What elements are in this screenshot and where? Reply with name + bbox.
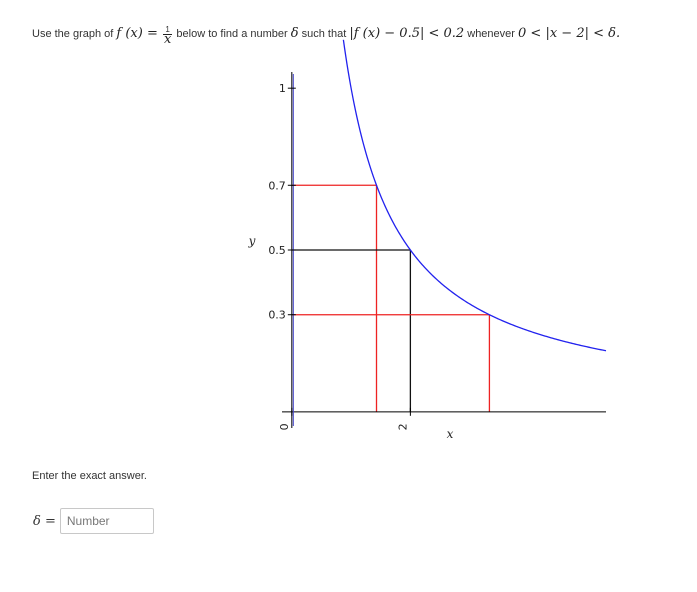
- fraction-denominator: x: [163, 31, 172, 47]
- x-tick-label-0: 0: [277, 423, 291, 431]
- x-tick-label-1: 2: [396, 423, 410, 431]
- question-part2: below to find a number: [176, 28, 288, 40]
- y-tick-label-0: 0.3: [268, 308, 286, 322]
- question-part3: such that: [301, 28, 347, 40]
- y-axis-label: y: [248, 234, 256, 248]
- delta-answer-input[interactable]: [60, 508, 154, 534]
- x-axis-label: x: [446, 427, 454, 441]
- curve-reciprocal: [343, 40, 606, 351]
- fraction-numerator: 1: [163, 25, 172, 35]
- y-tick-label-1: 0.5: [268, 244, 286, 257]
- answer-row: [33, 508, 154, 534]
- question-part4: whenever: [467, 28, 515, 40]
- y-tick-label-2: 0.7: [268, 179, 286, 193]
- function-label: f (x) =: [116, 26, 162, 41]
- instructions-text: Enter the exact answer.: [32, 470, 147, 482]
- delta-symbol: δ: [290, 26, 299, 41]
- delta-answer-label: δ =: [33, 513, 56, 529]
- delta-inequality: 0 < |x − 2| < δ.: [518, 26, 621, 41]
- question-part1: Use the graph of: [32, 28, 114, 40]
- epsilon-inequality: |f (x) − 0.5| < 0.2: [349, 26, 465, 41]
- y-tick-label-3: 1: [278, 82, 286, 96]
